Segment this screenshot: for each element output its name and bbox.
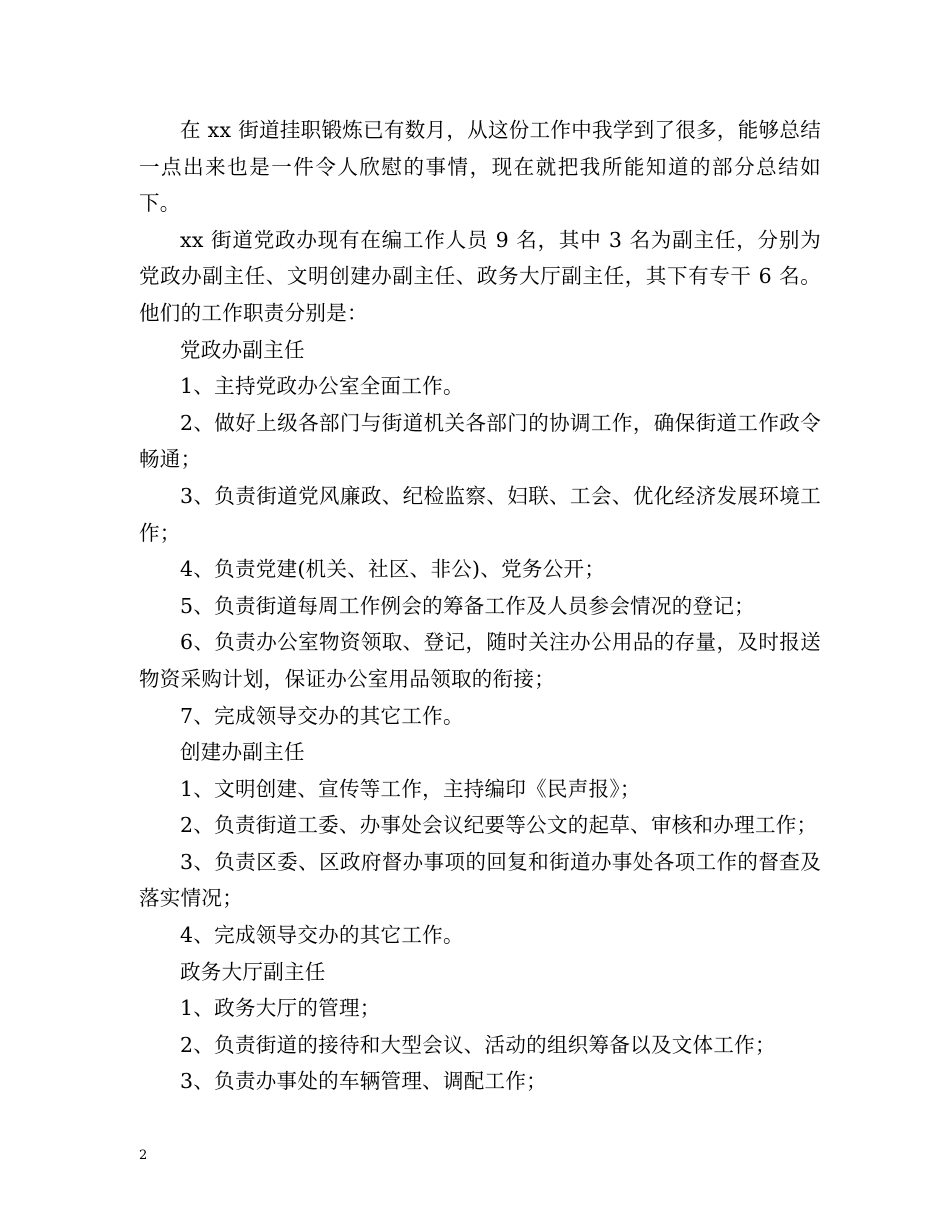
section-heading: 创建办副主任: [180, 740, 305, 765]
list-item: 3、负责街道党风廉政、纪检监察、妇联、工会、优化经济发展环境工作；: [139, 483, 821, 545]
document-body: [139, 112, 821, 1100]
list-item: 3、负责办事处的车辆管理、调配工作；: [180, 1069, 547, 1094]
list-item: 2、负责街道的接待和大型会议、活动的组织筹备以及文体工作；: [180, 1032, 776, 1057]
section-heading: 政务大厅副主任: [180, 959, 326, 984]
list-item: 1、文明创建、宣传等工作，主持编印《民声报》；: [180, 776, 641, 801]
page-number: 2: [139, 1148, 148, 1163]
list-item: 6、负责办公室物资领取、登记，随时关注办公用品的存量，及时报送物资采购计划，保证办公室用品领取的衔接；: [139, 630, 821, 691]
list-item: 7、完成领导交办的其它工作。: [180, 703, 464, 728]
section-heading: 党政办副主任: [180, 337, 305, 362]
list-item: 1、主持党政办公室全面工作。: [180, 374, 464, 399]
paragraph: xx 街道党政办现有在编工作人员 9 名，其中 3 名为副主任，分别为党政办副主任、文明创建办副主任、政务大厅副主任，其下有专干 6 名。他们的工作职责分别是：: [139, 227, 821, 325]
paragraph: 在 xx 街道挂职锻炼已有数月，从这份工作中我学到了很多，能够总结一点出来也是一件令人欣慰的事情，现在就把我所能知道的部分总结如下。: [139, 118, 821, 216]
list-item: 5、负责街道每周工作例会的筹备工作及人员参会情况的登记；: [180, 593, 755, 618]
list-item: 2、负责街道工委、办事处会议纪要等公文的起草、审核和办理工作；: [180, 813, 818, 838]
list-item: 3、负责区委、区政府督办事项的回复和街道办事处各项工作的督查及落实情况；: [139, 849, 821, 911]
list-item: 4、负责党建(机关、社区、非公)、党务公开；: [180, 557, 606, 582]
list-item: 1、政务大厅的管理；: [180, 996, 381, 1021]
list-item: 2、做好上级各部门与街道机关各部门的协调工作，确保街道工作政令畅通；: [139, 410, 821, 472]
list-item: 4、完成领导交办的其它工作。: [180, 923, 464, 948]
